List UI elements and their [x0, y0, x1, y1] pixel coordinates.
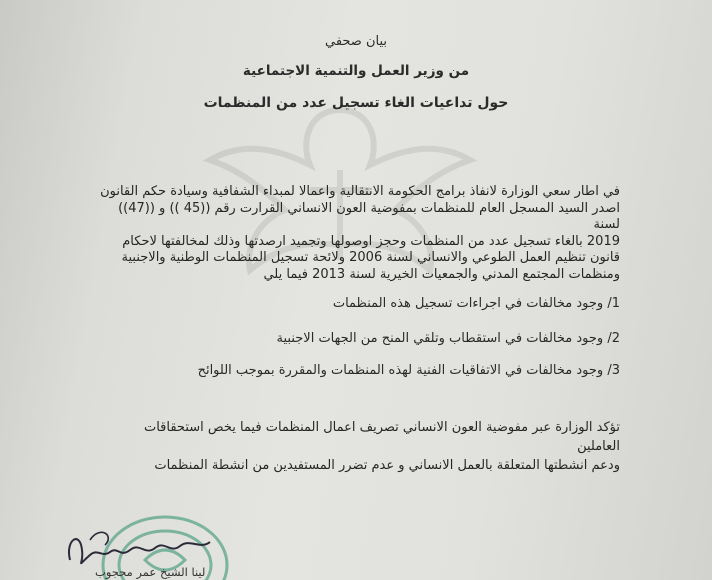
paragraph-1-line: في اطار سعي الوزارة لانفاذ برامج الحكومة الانتقالية واعمالا لمبداء الشفافية وسيادة حكم القانون: [100, 184, 620, 199]
paragraph-1-line: 2019 بالغاء تسجيل عدد من المنظمات وحجز اوصولها وتجميد ارصدتها وذلك لمخالفتها لاحكام: [122, 233, 620, 249]
header-line-2: من وزير العمل والتنمية الاجتماعية: [242, 63, 470, 79]
signer-name: لينا الشيخ عمر محجوب: [95, 565, 206, 579]
paragraph-2: [100, 418, 620, 475]
header-line-3: حول تداعيات الغاء تسجيل عدد من المنظمات: [203, 95, 509, 111]
header-line-1: بيان صحفي: [324, 34, 388, 49]
list-item: 2/ وجود مخالفات في استقطاب وتلقي المنح من الجهات الاجنبية: [276, 331, 620, 346]
paragraph-1: [100, 184, 620, 283]
list-item: 1/ وجود مخالفات في اجراءات تسجيل هذه المنظمات: [332, 296, 620, 311]
paragraph-2-line: ودعم انشطتها المتعلقة بالعمل الانساني و عدم تضرر المستفيدين من انشطة المنظمات: [154, 458, 620, 473]
paragraph-1-line: قانون تنظيم العمل الطوعي والانساني لسنة 2006 ولائحة تسجيل المنظمات الوطنية والاجنبية: [121, 250, 620, 265]
paragraph-1-line: ومنظمات المجتمع المدني والجمعيات الخيرية لسنة 2013 فيما يلي: [263, 266, 620, 282]
list-item: 3/ وجود مخالفات في الاتفاقيات الفنية لهذه المنظمات والمقررة بموجب اللوائح: [197, 363, 620, 378]
paragraph-2-line: تؤكد الوزارة عبر مفوضية العون الانساني تصريف اعمال المنظمات فيما يخص استحقاقات العاملين: [143, 420, 620, 454]
paragraph-1-line: اصدر السيد المسجل العام للمنظمات بمفوضية العون الانساني القرارت رقم ((45 )) و ((47)) لسنة: [118, 200, 620, 232]
